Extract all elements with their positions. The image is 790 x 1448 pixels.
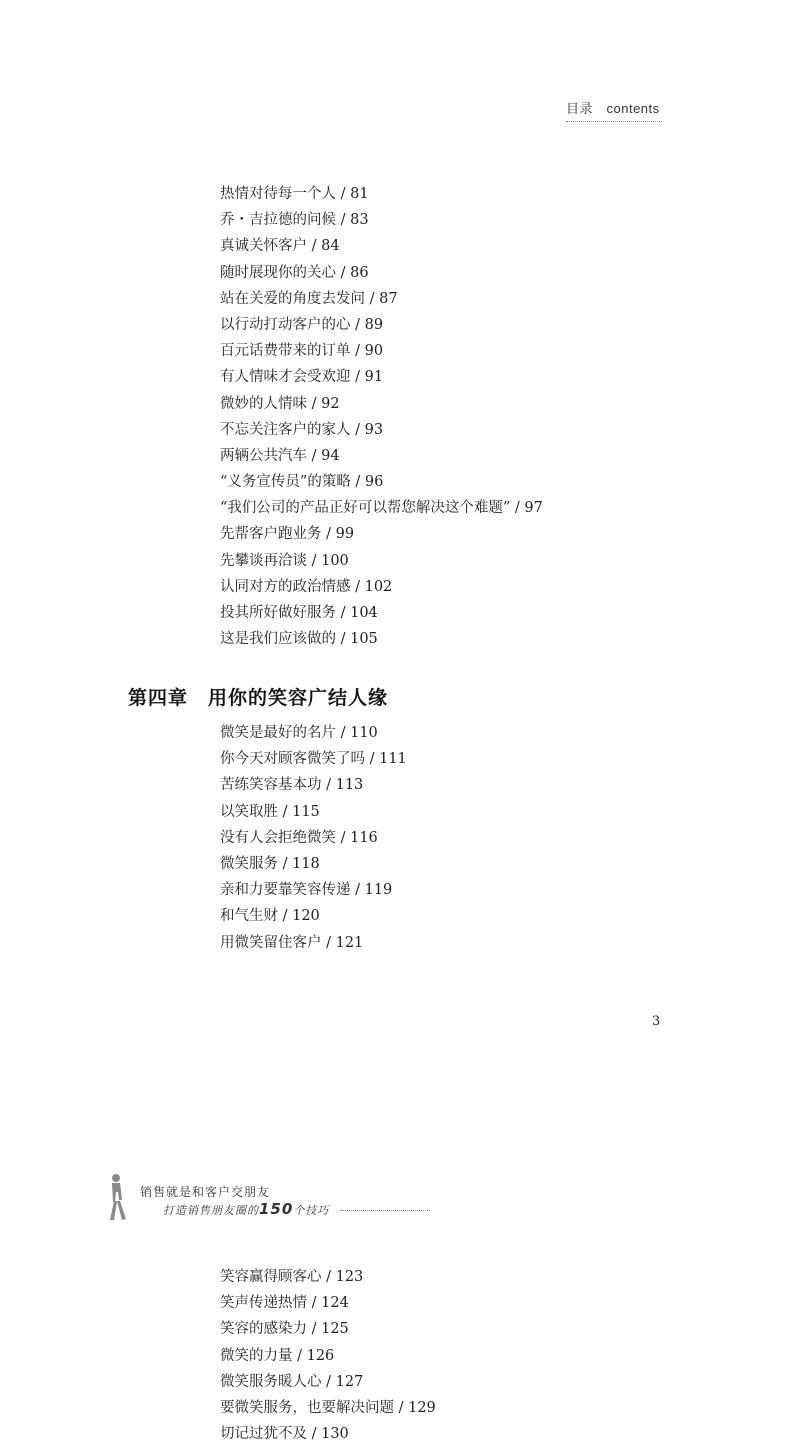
toc-entry: 先帮客户跑业务 / 99	[220, 526, 355, 543]
toc-entry: 微笑服务 / 118	[220, 855, 320, 872]
toc-entry: 你今天对顾客微笑了吗 / 111	[220, 751, 407, 768]
toc-entry: 和气生财 / 120	[220, 908, 320, 925]
toc-entry: “我们公司的产品正好可以帮您解决这个难题” / 97	[220, 500, 543, 517]
running-header: 目录 contents	[566, 98, 662, 122]
toc-entry: 百元话费带来的订单 / 90	[220, 343, 384, 360]
toc-entry: 微笑服务暖人心 / 127	[220, 1373, 364, 1390]
toc-entry: 用微笑留住客户 / 121	[220, 934, 364, 951]
page-number: 3	[652, 1014, 661, 1029]
book-subtitle-prefix: 打造销售朋友圈的	[163, 1204, 259, 1217]
toc-entry: 亲和力要靠笑容传递 / 119	[220, 882, 393, 899]
toc-entry: 站在关爱的角度去发问 / 87	[220, 290, 398, 307]
chapter-number: 第四章	[128, 687, 189, 709]
banner-divider	[340, 1210, 430, 1211]
chapter-title: 用你的笑容广结人缘	[208, 687, 389, 709]
toc-entry: 笑容赢得顾客心 / 123	[220, 1269, 364, 1285]
toc-entry: 以笑取胜 / 115	[220, 803, 320, 820]
chapter-heading	[128, 683, 388, 710]
book-subtitle	[163, 1200, 329, 1218]
toc-entry: 认同对方的政治情感 / 102	[220, 578, 393, 595]
toc-entry: 切记过犹不及 / 130	[220, 1426, 349, 1443]
toc-entry: 两辆公共汽车 / 94	[220, 447, 340, 464]
toc-list-chapter-4	[220, 720, 407, 956]
toc-entry: 微笑是最好的名片 / 110	[220, 725, 378, 741]
toc-entry: 不忘关注客户的家人 / 93	[220, 421, 384, 438]
toc-entry: 这是我们应该做的 / 105	[220, 631, 378, 648]
toc-entry: 微妙的人情味 / 92	[220, 395, 340, 412]
toc-entry: 乔・吉拉德的问候 / 83	[220, 212, 369, 229]
toc-entry: 投其所好做好服务 / 104	[220, 605, 378, 621]
toc-entry: 没有人会拒绝微笑 / 116	[220, 829, 378, 846]
toc-entry: 真诚关怀客户 / 84	[220, 238, 340, 255]
toc-entry: 笑声传递热情 / 124	[220, 1295, 349, 1312]
toc-entry: 笑容的感染力 / 125	[220, 1321, 349, 1338]
toc-entry: 有人情味才会受欢迎 / 91	[220, 369, 384, 386]
toc-entry: 热情对待每一个人 / 81	[220, 186, 369, 202]
book-subtitle-number: 150	[259, 1200, 294, 1218]
toc-list-continued	[220, 1264, 436, 1447]
toc-entry: 要微笑服务，也要解决问题 / 129	[220, 1399, 436, 1416]
toc-list-chapter-3	[220, 181, 543, 652]
toc-entry: “义务宣传员”的策略 / 96	[220, 474, 384, 491]
toc-entry: 微笑的力量 / 126	[220, 1347, 335, 1364]
book-subtitle-suffix: 个技巧	[293, 1204, 330, 1217]
book-title: 销售就是和客户交朋友	[140, 1185, 271, 1199]
toc-entry: 苦练笑容基本功 / 113	[220, 777, 364, 794]
toc-entry: 随时展现你的关心 / 86	[220, 264, 369, 281]
toc-entry: 先攀谈再洽谈 / 100	[220, 552, 349, 569]
toc-entry: 以行动打动客户的心 / 89	[220, 316, 384, 333]
